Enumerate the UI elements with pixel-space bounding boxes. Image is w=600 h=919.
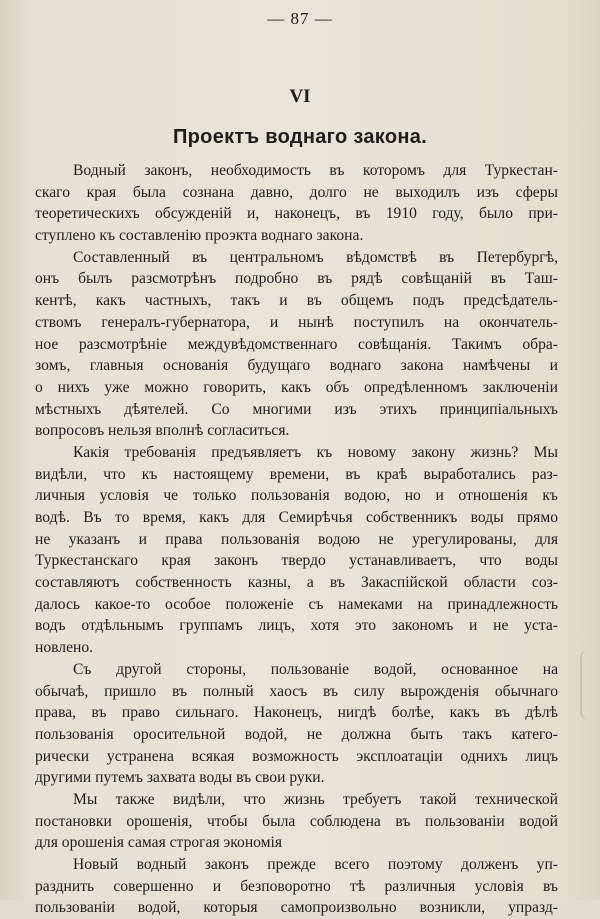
text-line: Какія требованія предъявляетъ къ новому закону жизнь? Мы: [73, 443, 558, 461]
text-line: онъ былъ разсмотрѣнъ подробно въ рядѣ совѣщаній въ Таш-: [35, 270, 558, 288]
text-line: пользованіи водой, которыя самопроизвольно возникли, упразд-: [35, 899, 558, 917]
text-line: ступлено къ составленію проэкта воднаго закона.: [35, 227, 364, 245]
text-line: не указанъ и права пользованія водою не урегулированы, для: [35, 530, 558, 548]
page-number: — 87 —: [267, 9, 333, 28]
text-line: вопросовъ нельзя вполнѣ согласиться.: [35, 422, 290, 440]
body-text: [35, 160, 558, 919]
text-line: о нихъ уже можно говорить, какъ объ опредѣленномъ заключеніи: [35, 378, 558, 396]
section-numeral: VI: [289, 86, 311, 107]
text-line: новлено.: [35, 639, 94, 657]
text-line: рически устранена всякая возможность эксплоатаціи однихъ лицъ: [35, 747, 558, 765]
text-line: Новый водный законъ прежде всего поэтому долженъ уп-: [73, 856, 558, 873]
text-line: постановки орошенія, чтобы была соблюдена въ пользованіи водой: [35, 812, 558, 830]
text-line: далось какое-то особое положеніе съ намеками на принадлежность: [35, 595, 558, 613]
chapter-title: Проектъ воднаго закона.: [172, 126, 428, 148]
text-line: составляютъ собственность казны, а въ Закаспійской области соз-: [35, 574, 558, 592]
text-line: Составленный въ центральномъ вѣдомствѣ въ Петербургѣ,: [73, 248, 558, 266]
text-line: другими путемъ захвата воды въ свои руки.: [35, 769, 325, 787]
text-line: разднить совершенно и безповоротно тѣ различныя условія въ: [35, 877, 558, 895]
text-line: права, въ право сильнаго. Наконецъ, нигдѣ болѣе, какъ въ дѣлѣ: [35, 704, 558, 722]
margin-pencil-mark: [580, 650, 596, 720]
text-line: теоретическихъ обсужденій и, наконецъ, въ 1910 году, было при-: [35, 205, 558, 223]
text-line: личныя условія че только пользованія водою, но и отношенія къ: [35, 487, 558, 505]
text-line: для орошенія самая строгая экономія: [35, 834, 283, 852]
text-line: обычаѣ, пришло въ полный хаосъ въ силу вырожденія обычнаго: [35, 682, 558, 700]
text-line: водѣ. Въ то время, какъ для Семирѣчья собственникъ воды прямо: [35, 509, 558, 526]
text-line: пользованія оросительной водой, не должна быть такъ катего-: [35, 725, 558, 743]
text-line: скаго края была сознана давно, долго не выходилъ изъ сферы: [35, 183, 558, 201]
text-line: ствомъ генералъ-губернатора, и нынѣ поступилъ на окончатель-: [35, 313, 558, 331]
text-line: водъ отдѣльнымъ группамъ лицъ, хотя это закономъ и не уста-: [35, 617, 558, 635]
text-line: зомъ, главныя основанія будущаго воднаго закона намѣчены и: [35, 357, 558, 375]
text-line: кентѣ, какъ частныхъ, такъ и въ общемъ подъ предсѣдатель-: [35, 292, 558, 310]
text-line: ное разсмотрѣніе междувѣдомственнаго совѣщанія. Такимъ обра-: [35, 335, 558, 353]
text-line: Туркестанскаго края законъ твердо устанавливаетъ, что воды: [35, 552, 558, 570]
text-line: Съ другой стороны, пользованіе водой, основанное на: [73, 660, 558, 678]
text-line: мѣстныхъ дѣятелей. Со многими изъ этихъ принципіальныхъ: [35, 400, 558, 418]
text-line: Мы также видѣли, что жизнь требуетъ такой технической: [73, 790, 558, 808]
text-line: видѣли, что къ настоящему времени, въ краѣ выработались раз-: [35, 465, 558, 483]
text-line: Водный законъ, необходимость въ которомъ для Туркестан-: [73, 162, 558, 179]
